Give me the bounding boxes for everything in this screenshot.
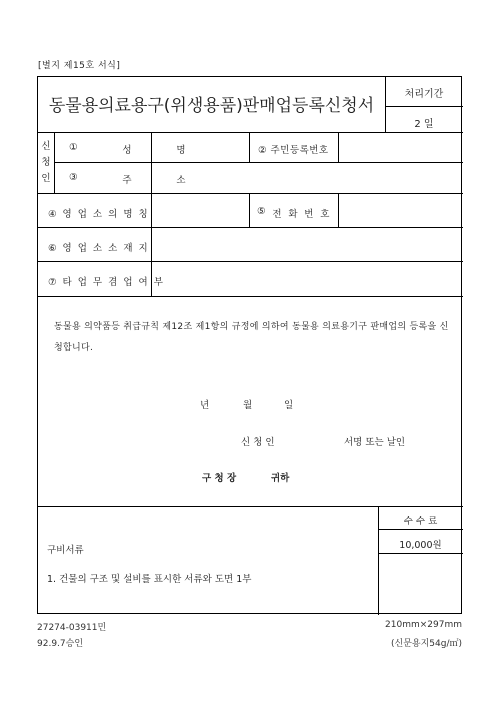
phone-field[interactable]: [339, 194, 462, 226]
signature-or-seal[interactable]: 서명 또는 날인: [344, 437, 406, 448]
date-day: 일: [284, 400, 294, 411]
phone-label-char: 화: [288, 209, 299, 220]
recipient-name: 구 청 장: [202, 473, 237, 484]
resident-id-label: ② 주민등록번호: [258, 145, 329, 156]
application-form: [37, 76, 462, 614]
paper-spec: (신문용지54g/㎡): [391, 639, 462, 649]
business-name-label: ④ 영 업 소 의 명 칭: [48, 209, 150, 220]
required-document-item: 1. 건물의 구조 및 설비를 표시한 서류와 도면 1부: [47, 574, 252, 585]
phone-label-char: 호: [320, 209, 331, 220]
form-title: 동물용의료용구(위생용품)판매업등록신청서: [48, 96, 375, 116]
approval-date: 92.9.7승인: [37, 639, 84, 649]
resident-id-field[interactable]: [339, 133, 462, 161]
application-statement: 동물용 의약품등 취급규칙 제12조 제1항의 규정에 의하여 동물용 의료용기구 판매업의 등록을 신청합니다.: [54, 322, 449, 353]
name-field[interactable]: [152, 133, 248, 161]
address-number: ③: [69, 172, 80, 183]
other-business-label: ⑦ 타 업 무 겸 업 여 부: [48, 277, 165, 288]
date-month: 월: [243, 400, 253, 411]
address-field[interactable]: [152, 163, 462, 192]
paper-size: 210mm×297mm: [385, 620, 462, 630]
form-code: 27274-03911민: [37, 623, 107, 633]
name-label-char: 명: [176, 145, 187, 156]
rule-applicant-label-divider: [54, 132, 55, 193]
applicant-signature-label: 신 청 인: [241, 437, 275, 448]
required-documents-heading: 구비서류: [47, 545, 84, 556]
rule-statement-bottom: [38, 506, 463, 507]
applicant-label-char: 신: [41, 141, 51, 152]
other-business-field[interactable]: [152, 262, 462, 295]
business-name-field[interactable]: [152, 194, 248, 226]
phone-label: [257, 206, 331, 220]
form-number-label: [별지 제15호 서식]: [38, 61, 121, 71]
rule-fee-mid: [378, 529, 463, 530]
fee-value: 10,000원: [399, 540, 442, 551]
processing-period-label: 처리기간: [404, 89, 444, 100]
name-number: ①: [69, 142, 80, 153]
rule-other-bottom: [38, 296, 463, 297]
address-label-char: 소: [176, 175, 187, 186]
name-label-char: 성: [122, 145, 134, 156]
recipient-honorific: 귀하: [271, 473, 290, 484]
business-location-label: ⑥ 영 업 소 소 재 지: [48, 243, 150, 254]
phone-label-char: 전: [272, 209, 284, 220]
address-label-char: 주: [122, 175, 134, 186]
applicant-label-char: 청: [41, 157, 51, 168]
phone-label-char: 번: [304, 209, 315, 220]
date-year: 년: [200, 400, 210, 411]
rule-business-value-divider: [249, 193, 250, 227]
phone-number-mark: ⑤: [257, 206, 268, 217]
business-location-field[interactable]: [152, 228, 462, 260]
rule-fee-bottom: [378, 553, 463, 554]
rule-name-value-divider: [249, 132, 250, 162]
applicant-label: [38, 139, 54, 187]
fee-label: 수 수 료: [403, 516, 438, 527]
processing-period-value: 2 일: [414, 119, 434, 130]
applicant-label-char: 인: [41, 173, 51, 184]
rule-processing-mid: [385, 106, 463, 107]
